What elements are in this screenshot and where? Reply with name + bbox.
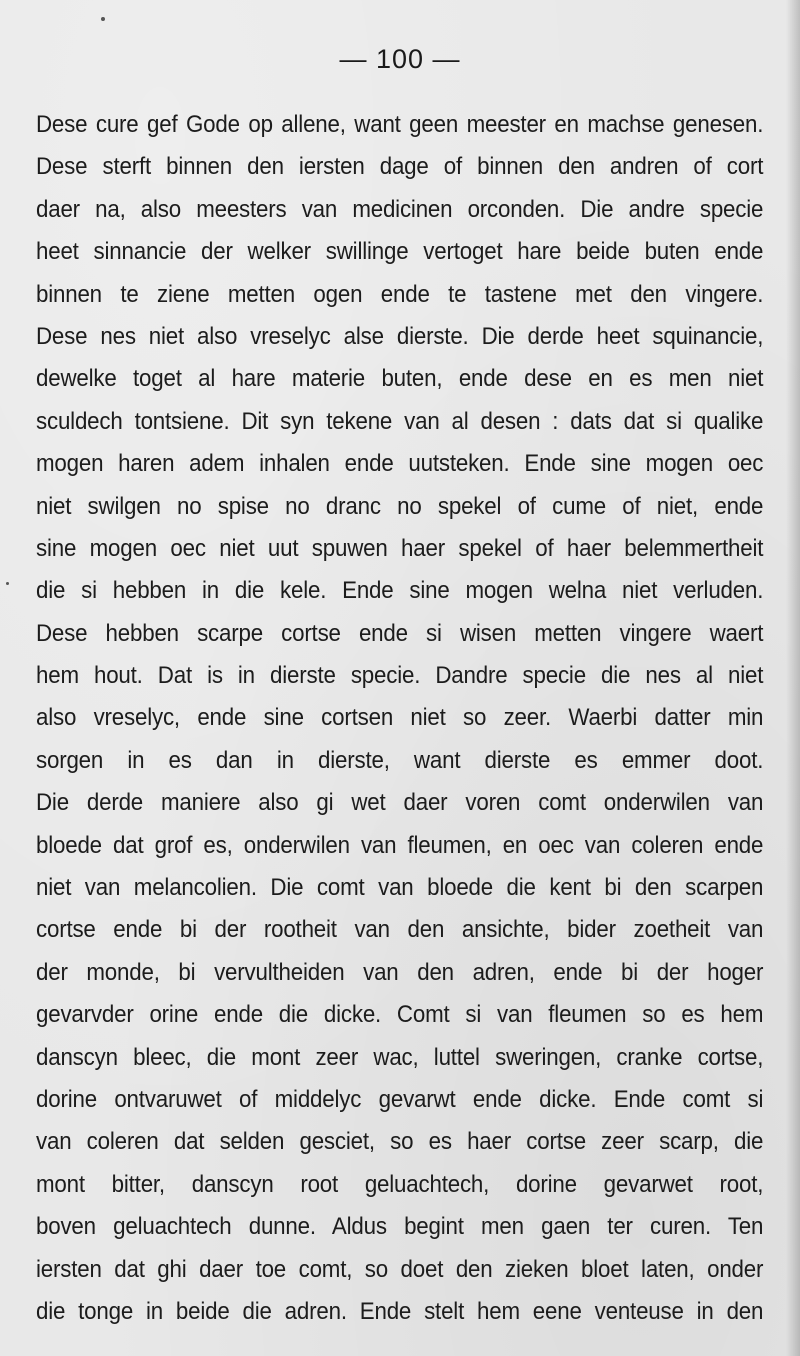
- text-line: der monde, bi vervultheiden van den adren, ende bi der hoger: [36, 958, 764, 986]
- text-line: danscyn bleec, die mont zeer wac, luttel sweringen, cranke cortse,: [36, 1043, 764, 1071]
- text-line: Die derde maniere also gi wet daer voren comt onderwilen van: [36, 789, 764, 817]
- text-line: sine mogen oec niet uut spuwen haer spekel of haer belemmertheit: [36, 534, 764, 562]
- page-number: — 100 —: [339, 44, 461, 74]
- text-line: daer na, also meesters van medicinen orconden. Die andre specie: [36, 195, 764, 223]
- text-line: sorgen in es dan in dierste, want dierste es emmer doot.: [36, 746, 764, 774]
- text-line: cortse ende bi der rootheit van den ansichte, bider zoetheit van: [36, 916, 764, 944]
- text-line: mogen haren adem inhalen ende uutsteken. Ende sine mogen oec: [36, 450, 764, 478]
- ink-speck: [6, 582, 9, 585]
- text-line: dewelke toget al hare materie buten, ende dese en es men niet: [36, 365, 764, 393]
- text-line: van coleren dat selden gesciet, so es haer cortse zeer scarp, die: [36, 1128, 764, 1156]
- text-line: sculdech tontsiene. Dit syn tekene van al desen : dats dat si qualike: [36, 407, 764, 435]
- text-line: Dese sterft binnen den iersten dage of binnen den andren of cort: [36, 153, 764, 181]
- text-line: dorine ontvaruwet of middelyc gevarwt ende dicke. Ende comt si: [36, 1085, 764, 1113]
- body-text: [36, 104, 764, 1333]
- ink-speck: [101, 17, 105, 21]
- text-line: Dese cure gef Gode op allene, want geen meester en machse genesen.: [36, 111, 764, 138]
- text-line: iersten dat ghi daer toe comt, so doet den zieken bloet laten, onder: [36, 1255, 764, 1283]
- text-line: Dese hebben scarpe cortse ende si wisen metten vingere waert: [36, 619, 764, 647]
- text-line: boven geluachtech dunne. Aldus begint men gaen ter curen. Ten: [36, 1213, 764, 1241]
- text-line: gevarvder orine ende die dicke. Comt si van fleumen so es hem: [36, 1001, 764, 1029]
- text-line: die si hebben in die kele. Ende sine mogen welna niet verluden.: [36, 577, 764, 605]
- text-line: Dese nes niet also vreselyc alse dierste. Die derde heet squinancie,: [36, 322, 764, 350]
- text-line: niet swilgen no spise no dranc no spekel of cume of niet, ende: [36, 492, 764, 520]
- text-line: heet sinnancie der welker swillinge vertoget hare beide buten ende: [36, 238, 764, 266]
- text-line: mont bitter, danscyn root geluachtech, dorine gevarwet root,: [36, 1170, 764, 1198]
- page-edge-shadow: [786, 0, 800, 1356]
- text-line: niet van melancolien. Die comt van bloede die kent bi den scarpen: [36, 874, 764, 902]
- text-line: also vreselyc, ende sine cortsen niet so zeer. Waerbi datter min: [36, 704, 764, 732]
- text-line: bloede dat grof es, onderwilen van fleumen, en oec van coleren ende: [36, 831, 764, 859]
- text-line: die tonge in beide die adren. Ende stelt hem eene venteuse in den: [36, 1297, 764, 1325]
- text-line: binnen te ziene metten ogen ende te tastene met den vingere.: [36, 280, 764, 308]
- text-line: hem hout. Dat is in dierste specie. Dandre specie die nes al niet: [36, 662, 764, 690]
